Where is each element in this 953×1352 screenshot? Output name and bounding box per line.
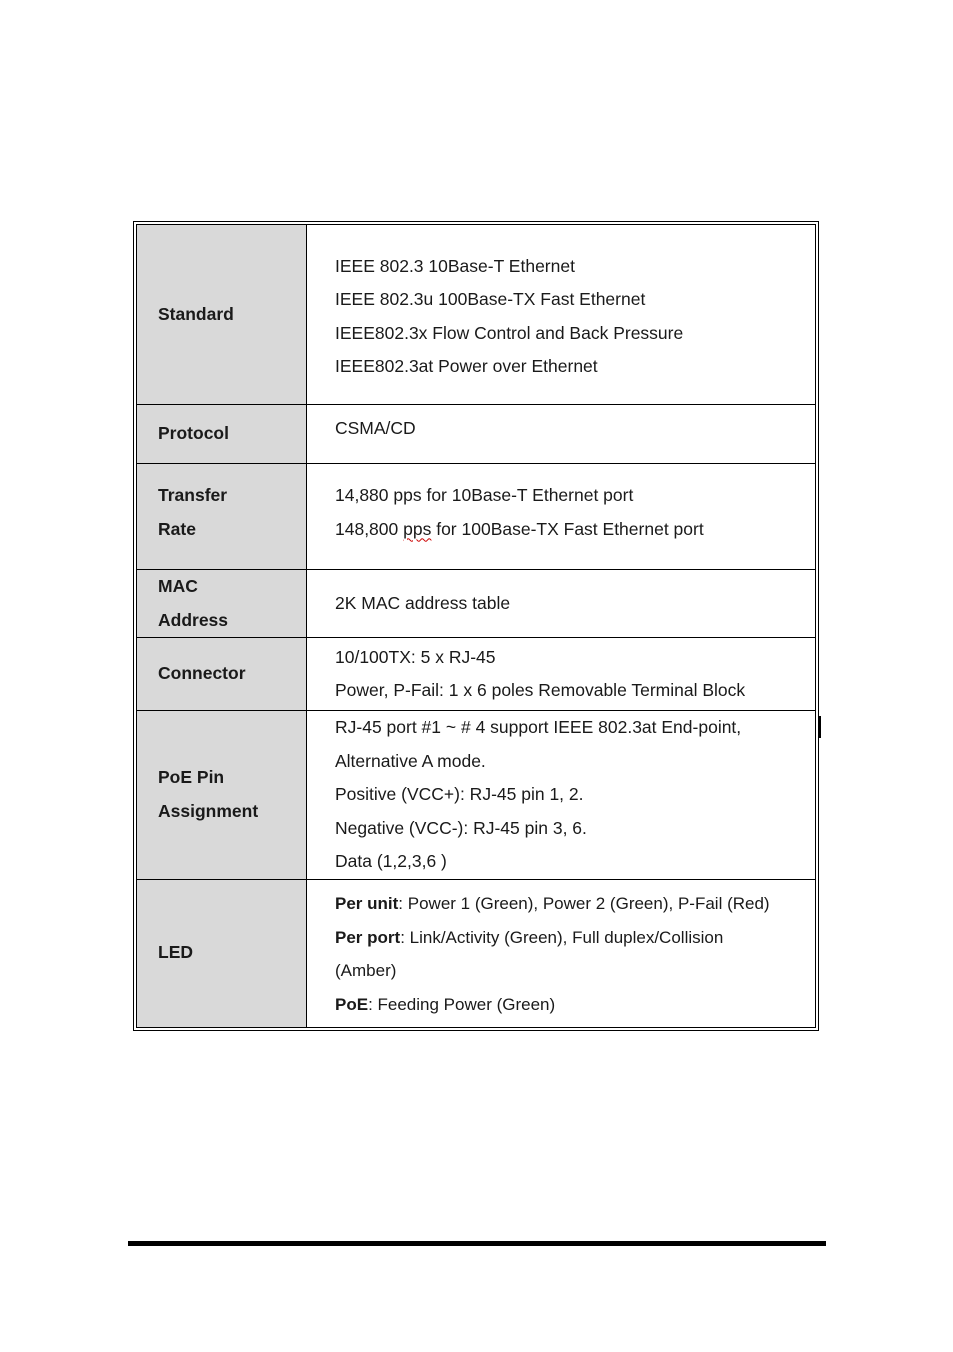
spec-label — [137, 405, 307, 464]
value-line — [335, 988, 809, 1022]
value-line: (Amber) — [335, 961, 397, 980]
footer-rule — [128, 1241, 826, 1246]
spec-value — [307, 638, 816, 711]
spec-row-led — [137, 879, 816, 1027]
value-line: Negative (VCC-): RJ-45 pin 3, 6. — [335, 817, 587, 838]
spec-value — [307, 405, 816, 464]
spec-value — [307, 570, 816, 638]
spellcheck-flagged-word: pps — [403, 518, 432, 539]
label-line: Rate — [158, 518, 196, 539]
label-line: Connector — [158, 663, 246, 684]
value-bold-term: Per unit — [335, 894, 399, 913]
value-line: IEEE802.3x Flow Control and Back Pressure — [335, 322, 684, 343]
spec-label — [137, 464, 307, 570]
label-line: PoE Pin — [158, 767, 225, 788]
value-line: 14,880 pps for 10Base-T Ethernet port — [335, 485, 634, 505]
spec-table-grid — [136, 224, 816, 1028]
value-text: : Link/Activity (Green), Full duplex/Collision — [400, 927, 724, 947]
label-line: Assignment — [158, 800, 259, 821]
spec-row-mac-address — [137, 570, 816, 638]
spec-label — [137, 638, 307, 711]
value-text: : Feeding Power (Green) — [368, 994, 556, 1014]
specification-table — [133, 221, 819, 1031]
value-line — [335, 921, 809, 955]
label-line: Protocol — [158, 423, 229, 444]
spec-label — [137, 879, 307, 1027]
value-line — [335, 513, 809, 547]
value-line: IEEE 802.3u 100Base-TX Fast Ethernet — [335, 289, 646, 309]
spec-label — [137, 711, 307, 880]
label-line: Transfer — [158, 485, 228, 505]
value-line: RJ-45 port #1 ~ # 4 support IEEE 802.3at End-point, — [335, 717, 742, 737]
spec-row-transfer-rate — [137, 464, 816, 570]
label-line: MAC — [158, 576, 198, 596]
value-line — [335, 887, 809, 921]
spec-row-poe-pin-assignment — [137, 711, 816, 880]
value-text-post: for 100Base-TX Fast Ethernet port — [431, 518, 704, 539]
value-line: IEEE 802.3 10Base-T Ethernet — [335, 255, 575, 276]
value-bold-term: Per port — [335, 927, 401, 947]
value-line: 2K MAC address table — [335, 592, 511, 613]
value-line: 10/100TX: 5 x RJ-45 — [335, 646, 496, 667]
label-line: LED — [158, 942, 193, 963]
spec-value — [307, 464, 816, 570]
spec-row-protocol — [137, 405, 816, 464]
spec-row-standard — [137, 225, 816, 405]
label-line: Standard — [158, 303, 234, 324]
spec-table-body — [137, 225, 816, 1028]
spec-row-connector — [137, 638, 816, 711]
label-line: Address — [158, 609, 229, 630]
spec-label — [137, 225, 307, 405]
spec-label — [137, 570, 307, 638]
text-cursor-mark — [819, 716, 821, 738]
value-text-pre: 148,800 — [335, 518, 404, 539]
value-text: : Power 1 (Green), Power 2 (Green), P-Fail (Red) — [398, 894, 770, 913]
value-bold-term: PoE — [335, 994, 369, 1014]
value-line: CSMA/CD — [335, 418, 416, 439]
value-line: Data (1,2,3,6 ) — [335, 851, 447, 871]
spec-value — [307, 879, 816, 1027]
value-line: Power, P-Fail: 1 x 6 poles Removable Terminal Block — [335, 680, 746, 700]
spec-value — [307, 225, 816, 405]
value-line: Positive (VCC+): RJ-45 pin 1, 2. — [335, 784, 584, 804]
spec-value — [307, 711, 816, 880]
value-line: Alternative A mode. — [335, 750, 486, 771]
value-line: IEEE802.3at Power over Ethernet — [335, 356, 598, 376]
